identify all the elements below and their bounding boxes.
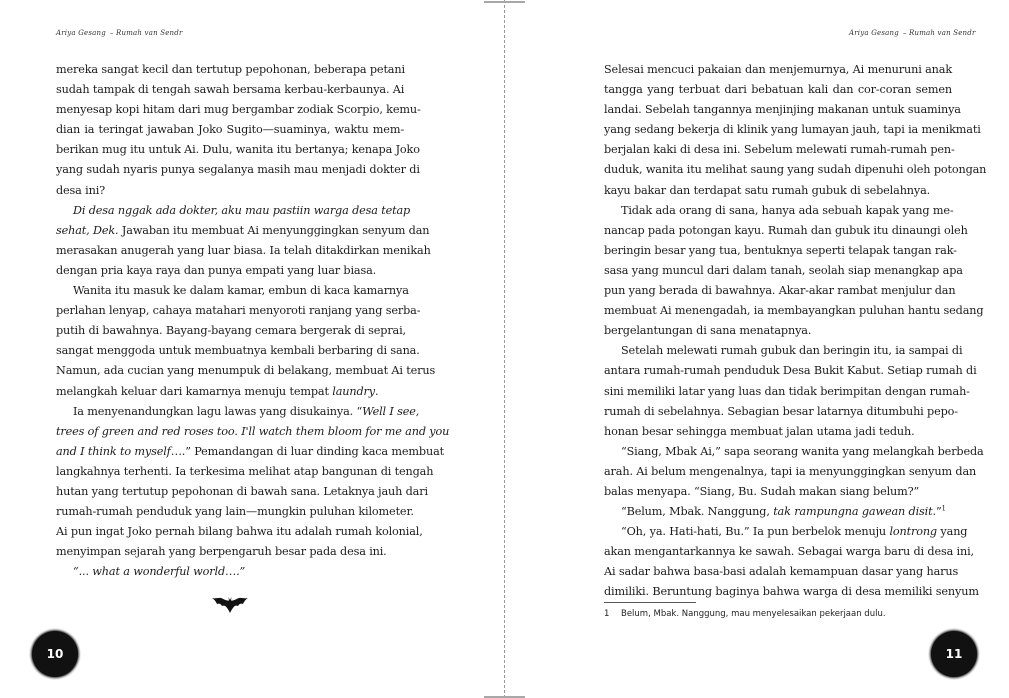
text-line <box>56 201 411 221</box>
text-line: nancap pada potongan kayu. Rumah dan gubuk itu dinaungi oleh <box>604 223 968 237</box>
text-line: langkahnya terhenti. Ia terkesima melihat atap bangunan di tengah <box>56 464 434 478</box>
footnote-marker: 1 <box>941 504 946 513</box>
text-segment: “Oh, ya. Hati-hati, Bu.” Ia pun berbelok menuju <box>621 525 890 539</box>
text-line: sudah tampak di tengah sawah bersama kerbau-kerbaunya. Ai <box>56 83 405 97</box>
text-segment: Jawaban itu membuat Ai menyunggingkan senyum dan <box>118 223 430 237</box>
text-line: sangat menggoda untuk membuatnya kembali berbaring di sana. <box>56 344 420 358</box>
text-line: perlahan lenyap, cahaya matahari menyoroti ranjang yang serba- <box>56 304 421 318</box>
text-line: sini memiliki latar yang luas dan tidak berimpitan dengan rumah- <box>604 384 970 398</box>
running-header <box>849 29 976 37</box>
text-line: dengan pria kaya raya dan punya empati yang luar biasa. <box>56 263 377 277</box>
header-title: Rumah van Sendr <box>116 29 183 37</box>
text-line: desa ini? <box>56 183 106 197</box>
text-segment: Ia menyenandungkan lagu lawas yang disukainya. “ <box>73 404 363 418</box>
italic-phrase: tak rampungna gawean disit <box>773 505 933 519</box>
text-line <box>56 221 430 241</box>
header-separator: – <box>902 29 907 37</box>
text-line <box>56 382 404 402</box>
text-segment: . <box>374 384 379 398</box>
italic-quote: sehat, Dek. <box>56 223 119 237</box>
text-line: arah. Ai belum mengenalnya, tapi ia menyunggingkan senyum dan <box>604 464 977 478</box>
text-segment: yang <box>937 525 968 539</box>
text-line <box>56 562 404 582</box>
text-segment: ….” Pemandangan di luar dinding kaca membuat <box>170 444 445 458</box>
song-lyric: and I think to myself <box>56 444 171 458</box>
text-line: sasa yang muncul dari dalam tanah, seolah siap menangkap apa <box>604 263 963 277</box>
text-line: menyesap kopi hitam dari mug bergambar zodiak Scorpio, kemu- <box>56 103 421 117</box>
text-line: putih di bawahnya. Bayang-bayang cemara bergerak di seprai, <box>56 324 406 338</box>
text-line <box>604 502 952 522</box>
italic-quote: Di desa nggak ada dokter, aku mau pastiin warga desa tetap <box>73 203 411 217</box>
text-line: rumah di sebelahnya. Sebagian besar latarnya ditumbuhi pepo- <box>604 404 958 418</box>
text-line: dian ia teringat jawaban Joko Sugito—suaminya, waktu mem- <box>56 123 404 137</box>
text-line: akan mengantarkannya ke sawah. Sebagai warga baru di desa ini, <box>604 545 974 559</box>
closing-lyric: “... what a wonderful world….” <box>73 565 246 579</box>
text-line <box>56 402 420 422</box>
text-segment: .” <box>932 505 942 519</box>
left-page <box>0 0 504 698</box>
footnote-text: Belum, Mbak. Nanggung, mau menyelesaikan pekerjaan dulu. <box>621 609 886 619</box>
footnote <box>604 609 886 619</box>
text-line: duduk, wanita itu melihat saung yang sudah dipenuhi oleh potongan <box>604 163 987 177</box>
right-page <box>505 0 1009 698</box>
text-line: kayu bakar dan terdapat satu rumah gubuk di sebelahnya. <box>604 183 931 197</box>
header-author: Ariya Gesang <box>849 29 899 37</box>
text-line <box>604 522 968 542</box>
text-line: beringin besar yang tua, bentuknya seperti telapak tangan rak- <box>604 243 957 257</box>
footnote-number: 1 <box>604 609 610 619</box>
text-line: Setelah melewati rumah gubuk dan beringin itu, ia sampai di <box>621 344 963 358</box>
text-line: balas menyapa. “Siang, Bu. Sudah makan siang belum?” <box>604 484 920 498</box>
text-line: Wanita itu masuk ke dalam kamar, embun di kaca kamarnya <box>73 284 409 298</box>
text-line: tangga yang terbuat dari bebatuan kali dan cor-coran semen <box>604 83 952 97</box>
header-author: Ariya Gesang <box>56 29 106 37</box>
text-segment: melangkah keluar dari kamarnya menuju tempat <box>56 384 333 398</box>
text-line: “Siang, Mbak Ai,” sapa seorang wanita yang melangkah berbeda <box>621 444 984 458</box>
footnote-rule <box>604 602 696 603</box>
body-text <box>56 60 450 582</box>
text-line: mereka sangat kecil dan tertutup pepohonan, beberapa petani <box>56 63 405 76</box>
header-title: Rumah van Sendr <box>909 29 976 37</box>
body-text <box>604 60 987 603</box>
text-segment: “Belum, Mbak. Nanggung, <box>621 505 774 519</box>
text-line: rumah-rumah penduduk yang lain—mungkin puluhan kilometer. <box>56 505 414 519</box>
text-line <box>56 442 445 462</box>
text-line <box>56 422 450 442</box>
header-separator: – <box>109 29 114 37</box>
text-line: honan besar sehingga membuat jalan utama jadi teduh. <box>604 424 915 438</box>
text-line: pun yang berada di bawahnya. Akar-akar rambat menjulur dan <box>604 284 956 298</box>
text-line: yang sedang bekerja di klinik yang lumayan jauh, tapi ia menikmati <box>604 123 981 137</box>
text-line: dimiliki. Beruntung baginya bahwa warga di desa memiliki senyum <box>604 585 979 599</box>
text-line: membuat Ai menengadah, ia membayangkan puluhan hantu sedang <box>604 304 984 318</box>
text-line: yang sudah nyaris punya segalanya masih mau menjadi dokter di <box>56 163 420 177</box>
italic-word: lontrong <box>889 525 937 539</box>
text-line: landai. Sebelah tangannya menjinjing makanan untuk suaminya <box>604 103 961 117</box>
text-line: Ai sadar bahwa basa-basi adalah kemampuan dasar yang harus <box>604 565 959 579</box>
page-number: 10 <box>33 632 77 676</box>
text-line: Selesai mencuci pakaian dan menjemurnya, Ai menuruni anak <box>604 63 952 76</box>
page-number: 11 <box>932 632 976 676</box>
text-line: antara rumah-rumah penduduk Desa Bukit Kabut. Setiap rumah di <box>604 364 977 378</box>
text-line: Namun, ada cucian yang menumpuk di belakang, membuat Ai terus <box>56 364 436 378</box>
text-line: berikan mug itu untuk Ai. Dulu, wanita itu bertanya; kenapa Joko <box>56 143 420 157</box>
text-line: merasakan anugerah yang luar biasa. Ia telah ditakdirkan menikah <box>56 243 431 257</box>
song-lyric: Well I see, <box>362 404 420 418</box>
text-line: menyimpan sejarah yang berpengaruh besar pada desa ini. <box>56 545 387 559</box>
text-line: Ai pun ingat Joko pernah bilang bahwa itu adalah rumah kolonial, <box>56 525 423 539</box>
italic-word: laundry <box>332 384 375 398</box>
song-lyric: trees of green and red roses too. I'll watch them bloom for me and you <box>56 424 450 438</box>
running-header <box>56 29 183 37</box>
text-line: Tidak ada orang di sana, hanya ada sebuah kapak yang me- <box>621 203 954 217</box>
text-line: berjalan kaki di desa ini. Sebelum melewati rumah-rumah pen- <box>604 143 955 157</box>
text-line: hutan yang tertutup pepohonan di bawah sana. Letaknya jauh dari <box>56 484 428 498</box>
bat-ornament-icon <box>212 594 248 614</box>
text-line: bergelantungan di sana menatapnya. <box>604 324 812 338</box>
